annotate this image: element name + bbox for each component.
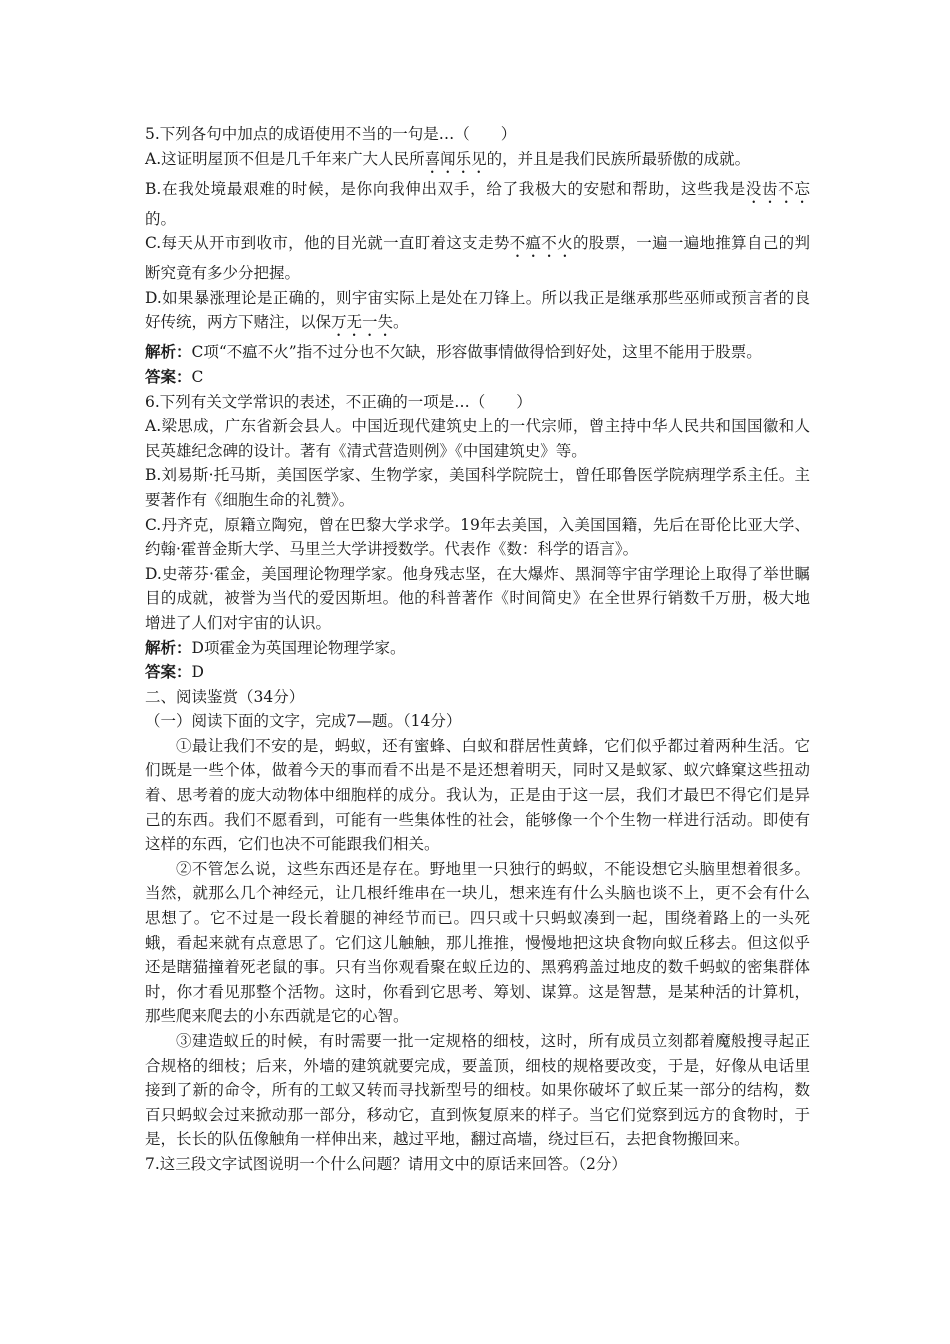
q5-option-a: [145, 147, 810, 177]
q5-option-b: [145, 177, 810, 232]
q6-option-c: C.丹齐克，原籍立陶宛，曾在巴黎大学求学。19年去美国，入美国国籍，先后在哥伦比亚大学、约翰·霍普金斯大学、马里兰大学讲授数学。代表作《数：科学的语言》。: [145, 515, 810, 559]
q7-stem: 7.这三段文字试图说明一个什么问题？请用文中的原话来回答。（2分）: [145, 1154, 627, 1173]
reading-instructions: （一）阅读下面的文字，完成7—题。（14分）: [145, 712, 462, 731]
q6-analysis: [145, 636, 810, 661]
option-text: C.每天从开市到收市，他的目光就一直盯着这支走势: [145, 234, 510, 253]
option-text: A.这证明屋顶不但是几千年来广大人民所: [145, 149, 425, 168]
analysis-label: 解析：: [145, 637, 192, 657]
dotted-idiom: 没齿不忘: [745, 179, 810, 198]
analysis-label: 解析：: [145, 342, 192, 362]
q5-option-d: [145, 286, 810, 341]
dotted-idiom: 不瘟不火: [509, 234, 573, 253]
q5-stem: 5.下列各句中加点的成语使用不当的一句是…（ ）: [145, 125, 517, 143]
q6-option-a: A.梁思成，广东省新会县人。中国近现代建筑史上的一代宗师，曾主持中华人民共和国国徽和人民英雄纪念碑的设计。著有《清式营造则例》《中国建筑史》等。: [145, 417, 810, 460]
passage-paragraph-1: ①最让我们不安的是，蚂蚁，还有蜜蜂、白蚁和群居性黄蜂，它们似乎都过着两种生活。它们既是一些个体，做着今天的事而看不出是不是还想着明天，同时又是蚁冢、蚁穴蜂窠这些扭动着、思考着的庞大动物体中细胞样的成分。我认为，正是由于这一层，我们才最巴不得它们是异己的东西。我们不愿看到，可能有一些集体性的社会，能够像一个个生物一样进行活动。即使有这样的东西，它们也决不可能跟我们相关。: [145, 736, 810, 854]
passage-paragraph-3: ③建造蚁丘的时候，有时需要一批一定规格的细枝，这时，所有成员立刻都着魔般搜寻起正合规格的细枝；后来，外墙的建筑就要完成，要盖顶，细枝的规格要改变，于是，好像从电话里接到了新的命令，所有的工蚁又转而寻找新型号的细枝。如果你破坏了蚁丘某一部分的结构，数百只蚂蚁会过来掀动那一部分，移动它，直到恢复原来的样子。当它们觉察到远方的食物时，于是，长长的队伍像触角一样伸出来，越过平地，翻过高墙，绕过巨石，去把食物搬回来。: [145, 1032, 810, 1149]
passage-paragraph-2: ②不管怎么说，这些东西还是存在。野地里一只独行的蚂蚁，不能设想它头脑里想着很多。当然，就那么几个神经元，让几根纤维串在一块儿，想来连有什么头脑也谈不上，更不会有什么思想了。它不过是一段长着腿的神经节而已。四只或十只蚂蚁凑到一起，围绕着路上的一头死蛾，看起来就有点意思了。它们这儿触触，那儿推推，慢慢地把这块食物向蚁丘移去。但这似乎还是瞎猫撞着死老鼠的事。只有当你观看聚在蚁丘边的、黑鸦鸦盖过地皮的数千蚂蚁的密集群体时，你才看见那整个活物。这时，你看到它思考、筹划、谋算。这是智慧，是某种活的计算机，那些爬来爬去的小东西就是它的心智。: [145, 859, 810, 1026]
q6-stem: 6.下列有关文学常识的表述，不正确的一项是…（ ）: [145, 392, 532, 411]
option-text: 的股票，一遍一遍地推算自己的判断究竟有多少分把握。: [145, 234, 810, 283]
q6-answer: [145, 660, 810, 685]
document-content: [145, 122, 810, 1177]
dotted-idiom: 喜闻乐见: [424, 149, 487, 168]
answer-label: 答案：: [145, 662, 192, 682]
analysis-text: D项霍金为英国理论物理学家。: [191, 638, 406, 657]
analysis-text: C项“不瘟不火”指不过分也不欠缺，形容做事情做得恰到好处，这里不能用于股票。: [191, 343, 762, 362]
q5-answer: [145, 365, 810, 390]
q6-option-d: D.史蒂芬·霍金，美国理论物理学家。他身残志坚，在大爆炸、黑洞等宇宙学理论上取得了举世瞩目的成就，被誉为当代的爱因斯坦。他的科普著作《时间简史》在全世界行销数千万册，极大地增进了人们对宇宙的认识。: [145, 564, 810, 632]
answer-label: 答案：: [145, 366, 192, 386]
q6-option-b: B.刘易斯·托马斯，美国医学家、生物学家，美国科学院院士，曾任耶鲁医学院病理学系主任。主要著作有《细胞生命的礼赞》。: [145, 466, 810, 509]
answer-value: C: [191, 367, 204, 386]
option-text: 。: [393, 313, 409, 332]
q5-analysis: [145, 340, 810, 365]
option-text: B.在我处境最艰难的时候，是你向我伸出双手，给了我极大的安慰和帮助，这些我是: [145, 179, 746, 198]
option-text: D.如果暴涨理论是正确的，则宇宙实际上是处在刀锋上。所以我正是继承那些巫师或预言者的良好传统，两方下赌注，以保: [145, 288, 810, 332]
option-text: 的，并且是我们民族所最骄傲的成就。: [486, 149, 751, 168]
answer-value: D: [191, 663, 204, 682]
section-heading: 二、阅读鉴赏（34分）: [145, 687, 305, 706]
q5-option-c: [145, 231, 810, 286]
dotted-idiom: 万无一失: [331, 313, 394, 332]
option-text: 的。: [145, 209, 177, 228]
